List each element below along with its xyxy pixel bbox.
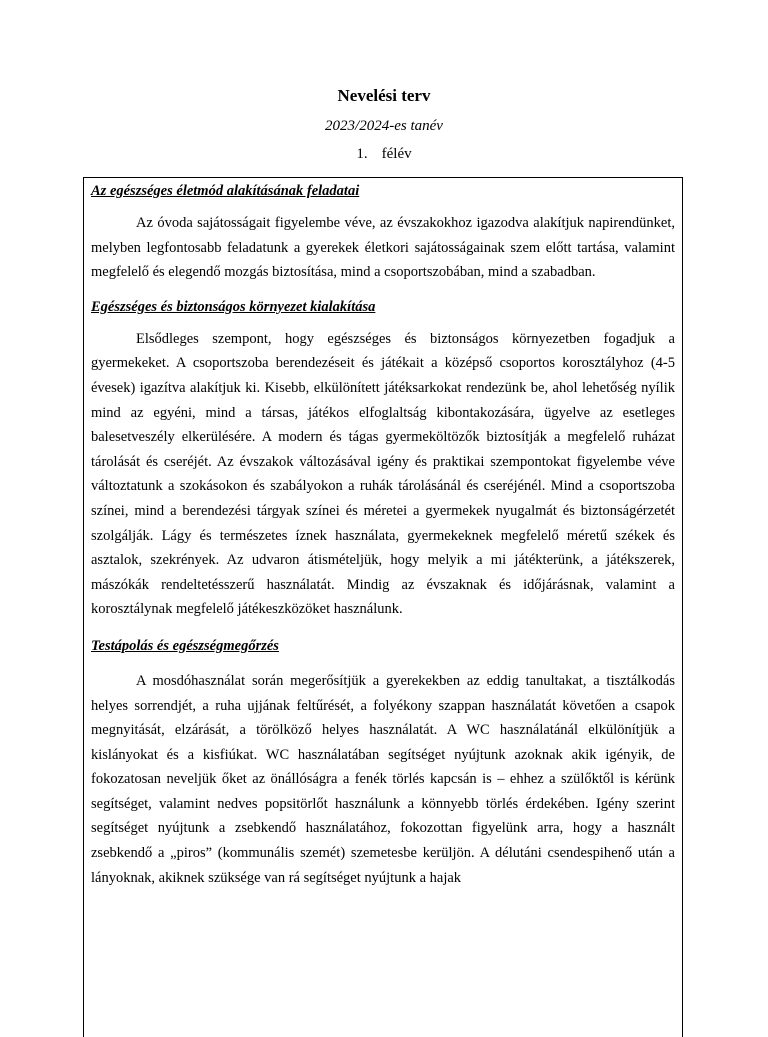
semester-line [0,146,768,163]
section-heading: Az egészséges életmód alakításának feladatai [91,183,360,199]
section-paragraph: Elsődleges szempont, hogy egészséges és biztonságos környezetben fogadjuk a gyermekeket. A csoportszoba berendezéseit és játékait a középső csoportos korosztályhoz (4-5 évesek) igazítva alakítjuk ki. Kisebb, elkülönített játéksarkokat rendezünk be, ahol lehetőség nyílik mind az egyéni, mind a társas, játékos elfoglaltság kibontakozására, ügyelve az esetleges balesetveszély elkerülésére. A modern és tágas gyermeköltözők biztosítják a megfelelő ruházat tárolását és cseréjét. Az évszakok változásával igény és praktikai szempontokat figyelembe véve változtatunk a szokásokon és szabályokon a ruhák tárolásánál és cseréjénél. Mind a csoportszoba színei, mind a berendezési tárgyak színei és méretei a gyermekek nyugalmát és biztonságérzetét szolgálják. Lágy és természetes íznek használata, gyermekeknek megfelelő méretű székek és asztalok, szekrények. Az udvaron átismételjük, hogy melyik a mi játékterünk, a játékszerek, mászókák rendeltetésszerű használatát. Mindig az évszaknak és időjárásnak, valamint a korosztálynak megfelelő játékeszközöket használunk. [91,330,675,618]
section-paragraph: Az óvoda sajátosságait figyelembe véve, az évszakokhoz igazodva alakítjuk napirendünket, melyben legfontosabb feladatunk a gyerekek életkori sajátosságainak szem előtt tartása, valamint megfelelő és elegendő mozgás biztosítása, mind a csoportszobában, mind a szabadban. [91,215,675,281]
section-safe-environment [91,297,675,622]
document-title: Nevelési terv [337,86,431,105]
school-year: 2023/2024-es tanév [325,118,443,134]
section-heading: Testápolás és egészségmegőrzés [91,637,279,654]
content-box [83,177,683,1037]
semester-number: 1. [356,146,368,162]
section-healthy-lifestyle [91,181,675,285]
section-paragraph: A mosdóhasználat során megerősítjük a gyerekekben az eddig tanultakat, a tisztálkodás helyes sorrendjét, a ruha ujjának feltűrését, a folyékony szappan használatát követően a csapok megnyitását, elzárását, a törölköző helyes használatát. A WC használatánál elkülönítjük a kislányokat és a kisfiúkat. WC használatában segítséget nyújtunk azoknak akik igényik, de fokozatosan neveljük őket az önállóságra a fenék törlés kapcsán is – ehhez a szülőktől is kérünk segítséget, valamint nedves popsitörlőt használunk a könnyebb törlés érdekében. Igény szerint segítséget nyújtunk a zsebkendő használatához, fokozottan figyelünk arra, hogy a használt zsebkendő a „piros” (kommunális szemét) szemetesbe kerüljön. A délutáni csendespihenő után a lányoknak, akiknek szüksége van rá segítséget nyújtunk a hajak [91,672,675,886]
semester-label: félév [381,146,412,162]
section-heading: Egészséges és biztonságos környezet kialakítása [91,298,376,315]
section-body-care [91,636,675,890]
